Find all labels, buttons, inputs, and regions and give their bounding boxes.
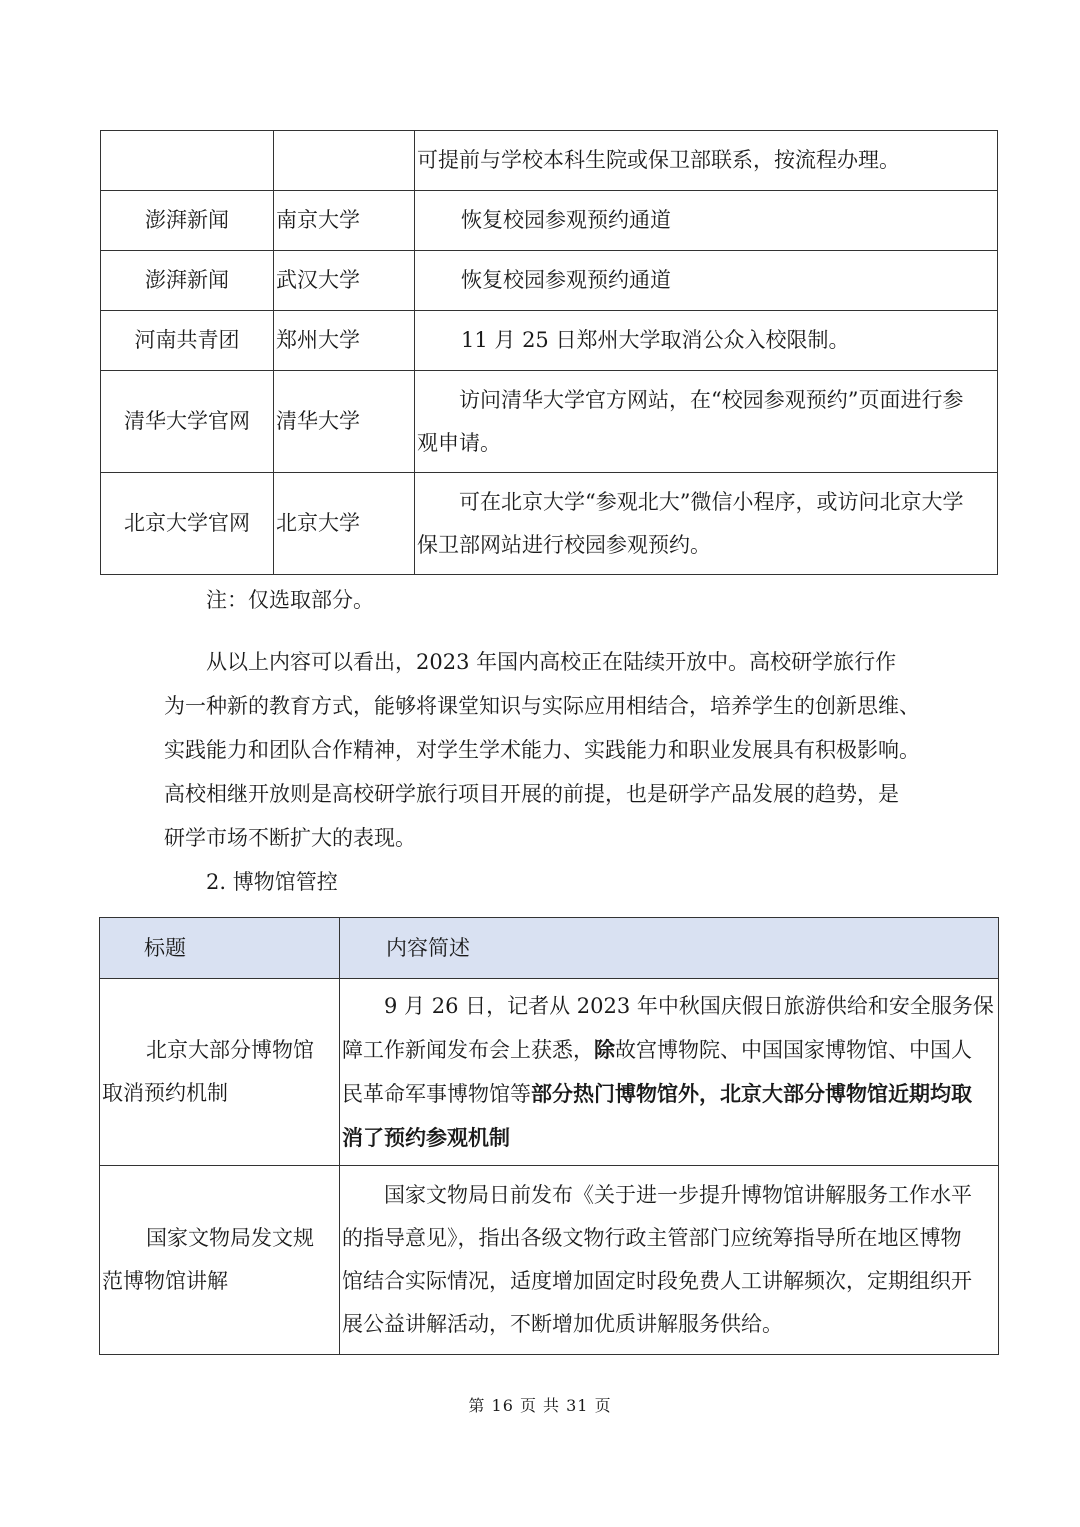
description-line	[342, 1072, 996, 1116]
description-line	[342, 1116, 996, 1160]
description-cell	[340, 979, 999, 1166]
table-row	[101, 371, 998, 473]
table-row	[101, 473, 998, 575]
university-cell: 武汉大学	[274, 251, 415, 311]
description-line: 馆结合实际情况，适度增加固定时段免费人工讲解频次，定期组织开	[342, 1269, 972, 1293]
text-span: 障工作新闻发布会上获悉，	[342, 1037, 594, 1062]
table-row	[100, 1166, 999, 1355]
table-header-row	[100, 918, 999, 979]
table-note: 注：仅选取部分。	[206, 588, 374, 612]
title-line: 范博物馆讲解	[102, 1269, 228, 1293]
university-table	[100, 130, 998, 575]
content-cell: 可提前与学校本科生院或保卫部联系，按流程办理。	[415, 131, 998, 191]
description-line	[342, 1028, 996, 1072]
paragraph-line: 实践能力和团队合作精神，对学生学术能力、实践能力和职业发展具有积极影响。	[164, 738, 920, 762]
table-row	[101, 191, 998, 251]
text-span: 民革命军事博物馆等	[342, 1081, 531, 1106]
content-line: 可在北京大学“参观北大”微信小程序，或访问北京大学	[459, 489, 964, 514]
bold-text: 部分热门博物馆外，北京大部分博物馆近期均取	[531, 1080, 972, 1106]
content-line: 观申请。	[417, 430, 501, 455]
source-cell: 澎湃新闻	[101, 251, 274, 311]
source-cell	[101, 131, 274, 191]
paragraph-line: 从以上内容可以看出，2023 年国内高校正在陆续开放中。高校研学旅行作	[206, 650, 897, 674]
description-line: 国家文物局日前发布《关于进一步提升博物馆讲解服务工作水平	[384, 1183, 972, 1207]
title-line: 北京大部分博物馆	[146, 1038, 314, 1062]
content-cell: 恢复校园参观预约通道	[415, 251, 998, 311]
university-cell: 清华大学	[274, 371, 415, 473]
body-paragraph	[164, 640, 934, 860]
bold-text: 消了预约参观机制	[342, 1124, 510, 1150]
university-cell: 南京大学	[274, 191, 415, 251]
source-cell: 北京大学官网	[101, 473, 274, 575]
content-line: 访问清华大学官方网站，在“校园参观预约”页面进行参	[459, 387, 964, 412]
title-line: 国家文物局发文规	[146, 1226, 314, 1250]
description-line: 展公益讲解活动，不断增加优质讲解服务供给。	[342, 1312, 783, 1336]
source-cell: 河南共青团	[101, 311, 274, 371]
content-line: 保卫部网站进行校园参观预约。	[417, 532, 711, 557]
university-cell: 北京大学	[274, 473, 415, 575]
description-line: 9 月 26 日，记者从 2023 年中秋国庆假日旅游供给和安全服务保	[384, 993, 994, 1018]
museum-table	[99, 917, 999, 1355]
university-cell: 郑州大学	[274, 311, 415, 371]
title-cell	[100, 979, 340, 1166]
content-cell: 11 月 25 日郑州大学取消公众入校限制。	[415, 311, 998, 371]
university-cell	[274, 131, 415, 191]
page-footer: 第 16 页 共 31 页	[468, 1396, 612, 1415]
paragraph-line: 高校相继开放则是高校研学旅行项目开展的前提，也是研学产品发展的趋势，是	[164, 782, 899, 806]
content-cell: 恢复校园参观预约通道	[415, 191, 998, 251]
table-row	[101, 131, 998, 191]
paragraph-line: 研学市场不断扩大的表现。	[164, 826, 416, 850]
source-cell: 清华大学官网	[101, 371, 274, 473]
source-cell: 澎湃新闻	[101, 191, 274, 251]
description-cell	[340, 1166, 999, 1355]
text-span: 故宫博物院、中国国家博物馆、中国人	[615, 1037, 972, 1062]
header-title: 标题	[100, 918, 340, 979]
table-row	[101, 251, 998, 311]
title-line: 取消预约机制	[102, 1081, 228, 1105]
title-cell	[100, 1166, 340, 1355]
content-cell	[415, 473, 998, 575]
table-row	[100, 979, 999, 1166]
header-content: 内容简述	[340, 918, 999, 979]
content-cell	[415, 371, 998, 473]
bold-text: 除	[594, 1036, 615, 1062]
table-row	[101, 311, 998, 371]
section-heading: 2. 博物馆管控	[206, 870, 338, 894]
description-line: 的指导意见》，指出各级文物行政主管部门应统筹指导所在地区博物	[342, 1226, 962, 1250]
paragraph-line: 为一种新的教育方式，能够将课堂知识与实际应用相结合，培养学生的创新思维、	[164, 694, 920, 718]
